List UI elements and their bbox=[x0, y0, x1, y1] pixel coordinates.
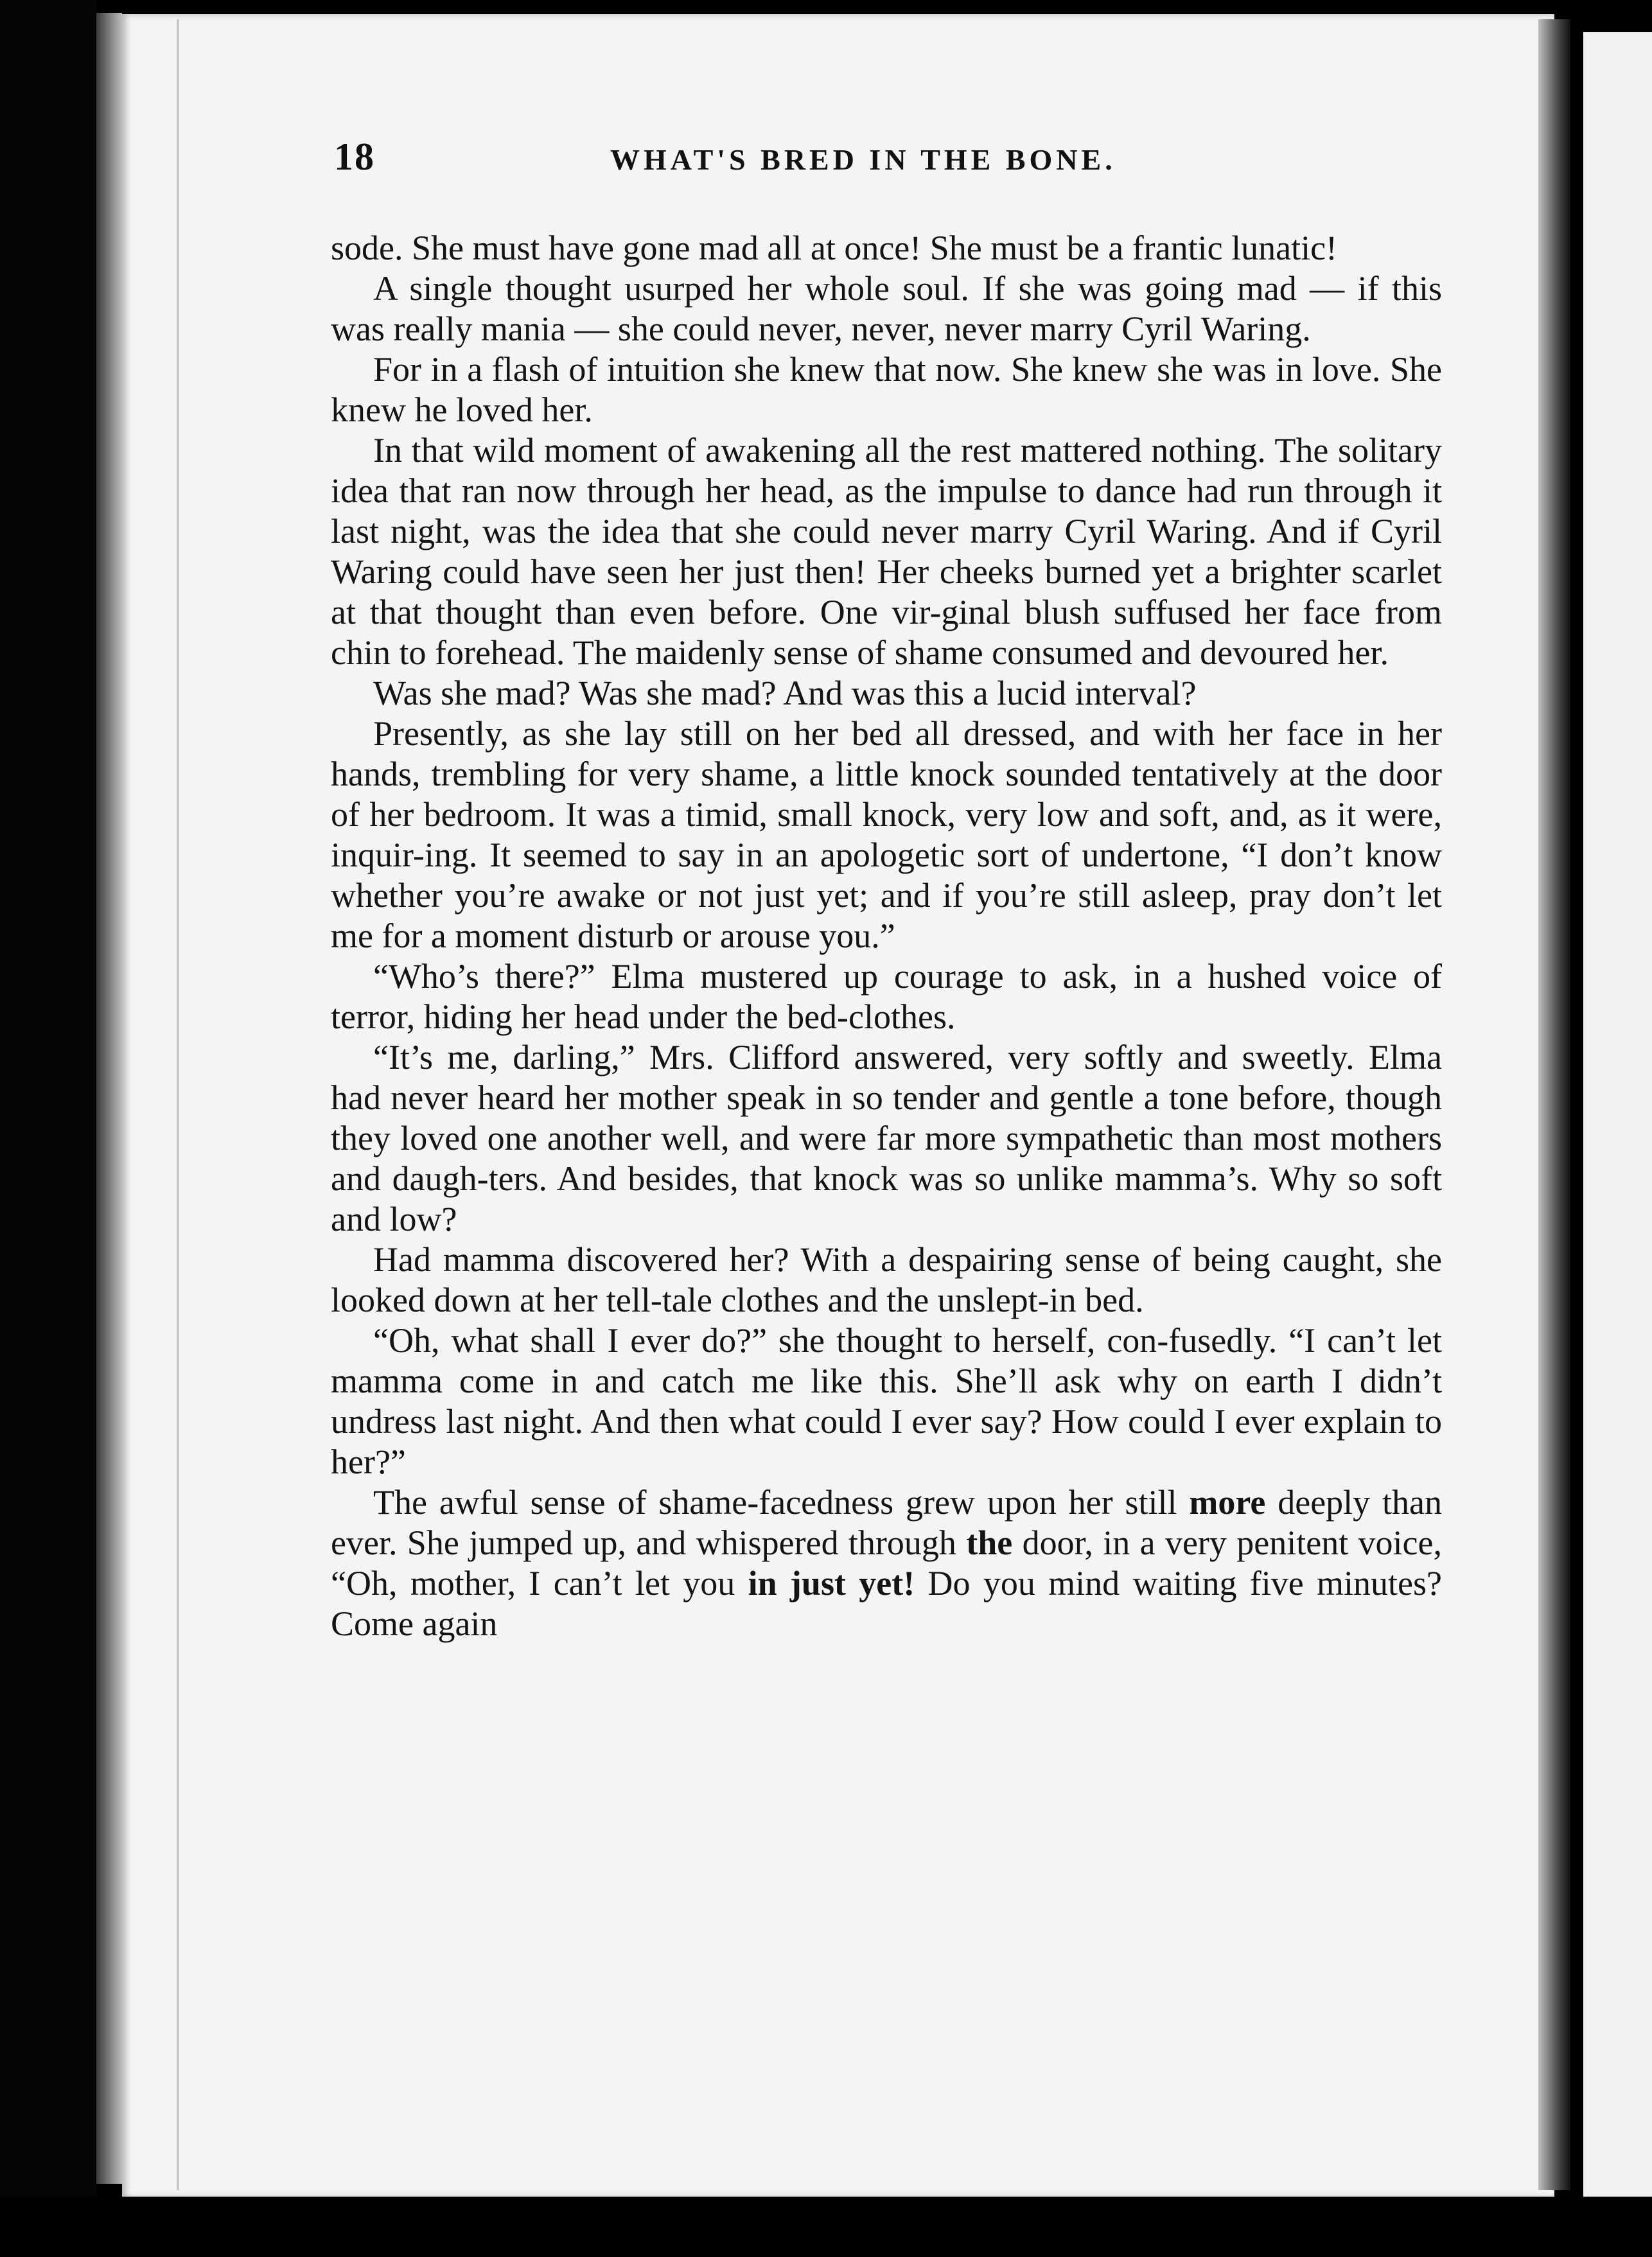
paragraph: For in a flash of intuition she knew that now. She knew she was in love. She knew he loved her. bbox=[331, 350, 1442, 429]
paragraph: “Oh, what shall I ever do?” she thought to herself, con-fusedly. “I can’t let mamma come in and catch me like this. She’ll ask why on earth I didn’t undress last night. And then what could I ever say? How could I ever explain to her?” bbox=[331, 1321, 1442, 1481]
last-paragraph bbox=[331, 1482, 1442, 1644]
paragraph: “It’s me, darling,” Mrs. Clifford answered, very softly and sweetly. Elma had never heard her mother speak in so tender and gentle a tone before, though they loved one another well, and were far more sympathetic than most mothers and daugh-ters. And besides, that knock was so unlike mamma’s. Why so soft and low? bbox=[331, 1038, 1442, 1238]
adjacent-page-edge bbox=[1583, 32, 1652, 2197]
text-run: Do you mind waiting five minutes? Come again bbox=[331, 1564, 1443, 1643]
text-run: door, in a very penitent voice, “Oh, mother, I can’t let you bbox=[331, 1524, 1442, 1603]
text-run: deeply than ever. She jumped up, and whispered through bbox=[331, 1483, 1443, 1562]
right-page-shadow bbox=[1538, 19, 1570, 2190]
left-scan-border bbox=[0, 0, 96, 2257]
running-title: WHAT'S BRED IN THE BONE. bbox=[610, 143, 1116, 176]
text-run: The awful sense of shame-facedness grew upon her still bbox=[373, 1483, 1190, 1522]
paragraph: In that wild moment of awakening all the rest mattered nothing. The solitary idea that ran now through her head, as the impulse to dance had run through it last night, was the idea that she could never marry Cyril Waring. And if Cyril Waring could have seen her just then! Her cheeks burned yet a brighter scarlet at that thought than even before. One vir-ginal blush suffused her face from chin to forehead. The maidenly sense of shame consumed and devoured her. bbox=[331, 431, 1442, 672]
paragraph: sode. She must have gone mad all at once! She must be a frantic lunatic! bbox=[331, 229, 1338, 267]
bold-text-run: in just yet! bbox=[748, 1564, 915, 1603]
paragraph: Had mamma discovered her? With a despairing sense of being caught, she looked down at her tell-tale clothes and the unslept-in bed. bbox=[331, 1240, 1442, 1319]
page-number: 18 bbox=[334, 136, 375, 178]
page-edge-line bbox=[177, 19, 179, 2190]
book-gutter-edge bbox=[96, 13, 122, 2184]
page-gap bbox=[1570, 0, 1583, 2257]
bold-text-run: more bbox=[1189, 1483, 1266, 1522]
bottom-scan-border bbox=[0, 2197, 1652, 2257]
paragraph: “Who’s there?” Elma mustered up courage to ask, in a hushed voice of terror, hiding her head under the bed-clothes. bbox=[331, 957, 1442, 1036]
paragraph: Was she mad? Was she mad? And was this a lucid interval? bbox=[373, 674, 1197, 712]
paragraph: A single thought usurped her whole soul. If she was going mad — if this was really mania — she could never, never, never marry Cyril Waring. bbox=[331, 269, 1442, 348]
page-header bbox=[328, 135, 1432, 186]
bold-text-run: the bbox=[966, 1524, 1013, 1562]
body-text bbox=[331, 228, 1442, 1644]
paragraph: Presently, as she lay still on her bed all dressed, and with her face in her hands, trembling for very shame, a little knock sounded tentatively at the door of her bedroom. It was a timid, small knock, very low and soft, and, as it were, inquir-ing. It seemed to say in an apologetic sort of undertone, “I don’t know whether you’re awake or not just yet; and if you’re still asleep, pray don’t let me for a moment disturb or arouse you.” bbox=[331, 714, 1442, 955]
